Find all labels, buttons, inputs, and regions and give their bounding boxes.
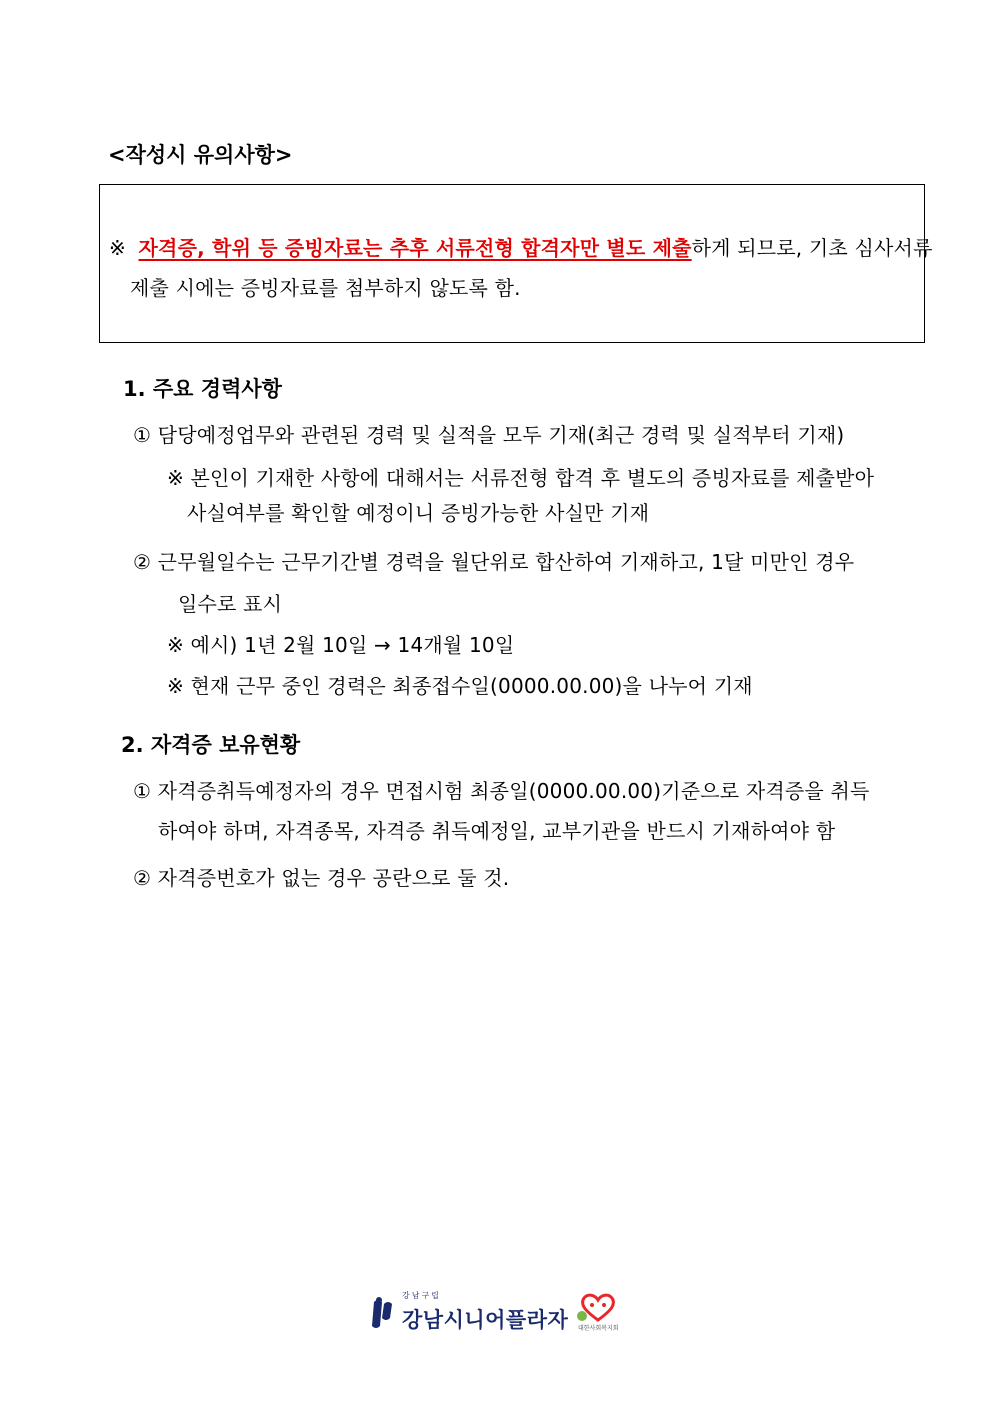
section1-heading: 1. 주요 경력사항 (123, 377, 282, 401)
notice-box (99, 184, 933, 343)
notice-text-rest: 하게 되므로, 기초 심사서류 (691, 236, 933, 260)
notice-mark: ※ (109, 236, 126, 260)
section1-item1-note-line2: 사실여부를 확인할 예정이니 증빙가능한 사실만 기재 (187, 501, 650, 525)
section2-item1-line1: ① 자격증취득예정자의 경우 면접시험 최종일(0000.00.00)기준으로 자격증을 취득 (133, 779, 870, 803)
notice-highlight: 자격증, 학위 등 증빙자료는 추후 서류전형 합격자만 별도 제출 (138, 236, 692, 260)
section1-item2-note2: ※ 현재 근무 중인 경력은 최종접수일(0000.00.00)을 나누어 기재 (167, 674, 753, 698)
footer-logo (368, 1290, 628, 1338)
section1-item2-line2: 일수로 표시 (178, 592, 283, 616)
logo-main-text: 강남시니어플라자 (402, 1308, 569, 1332)
page-title: <작성시 유의사항> (108, 143, 293, 167)
logo-sub-text: 대한사회복지회 (578, 1325, 619, 1332)
section1-item2-note1: ※ 예시) 1년 2월 10일 → 14개월 10일 (167, 633, 515, 657)
notice-line-1 (109, 232, 933, 261)
section2-item2: ② 자격증번호가 없는 경우 공란으로 둘 것. (133, 866, 510, 890)
section1-item1: ① 담당예정업무와 관련된 경력 및 실적을 모두 기재(최근 경력 및 실적부터 기재) (133, 423, 845, 447)
notice-line-2: 제출 시에는 증빙자료를 첨부하지 않도록 함. (130, 276, 521, 300)
section1-item1-note-line1: ※ 본인이 기재한 사항에 대해서는 서류전형 합격 후 별도의 증빙자료를 제출받아 (167, 466, 875, 490)
plaza-emblem-icon (368, 1296, 398, 1332)
section1-item2-line1: ② 근무월일수는 근무기간별 경력을 월단위로 합산하여 기재하고, 1달 미만인 경우 (133, 550, 855, 574)
section2-heading: 2. 자격증 보유현황 (121, 733, 301, 757)
logo-small-text: 강남구립 (402, 1291, 441, 1300)
section2-item1-line2: 하여야 하며, 자격종목, 자격증 취득예정일, 교부기관을 반드시 기재하여야 함 (158, 819, 836, 843)
welfare-heart-icon (576, 1292, 620, 1324)
